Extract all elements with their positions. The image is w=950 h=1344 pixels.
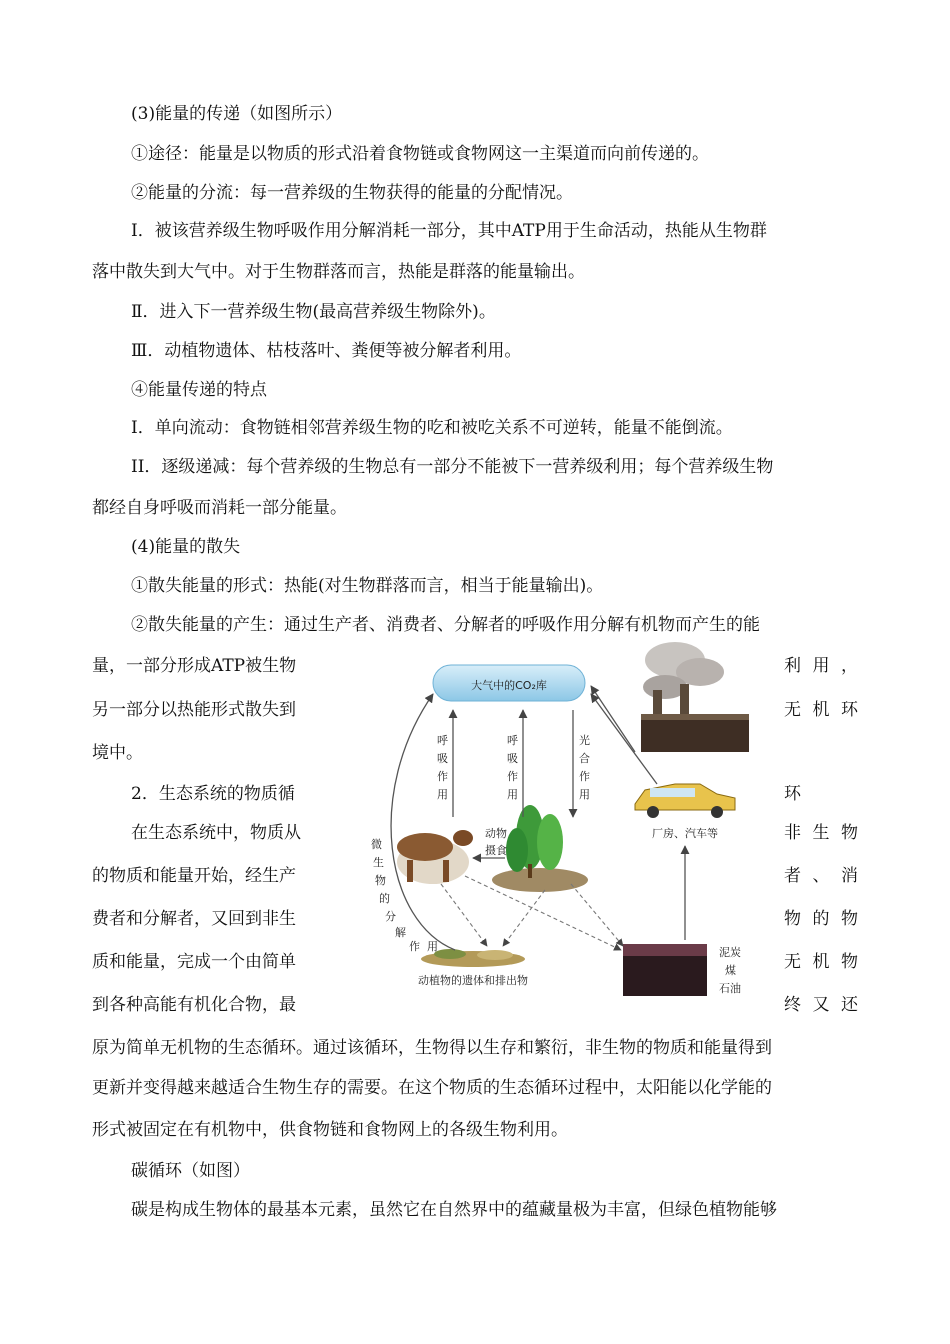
wrap-right-text: 环	[784, 784, 801, 804]
svg-text:动物: 动物	[485, 827, 507, 840]
svg-text:作: 作	[437, 770, 448, 783]
arrow-tree-to-remains	[503, 890, 545, 946]
svg-text:生: 生	[373, 856, 384, 869]
paragraph: 碳是构成生物体的最基本元素，虽然它在自然界中的蕴藏量极为丰富，但绿色植物能够	[131, 1200, 777, 1220]
wrap-left-text: 的物质和能量开始，经生产	[92, 866, 296, 886]
wrap-left-text: 另一部分以热能形式散失到	[92, 700, 296, 720]
wrap-right-text: 非 生 物	[784, 823, 858, 843]
svg-text:吸: 吸	[437, 752, 448, 765]
wrap-left-text: 在生态系统中，物质从	[131, 823, 301, 843]
svg-text:用: 用	[437, 788, 448, 801]
svg-text:分: 分	[385, 910, 396, 923]
wrap-left-text: 费者和分解者，又回到非生	[92, 909, 296, 929]
wrap-right-text: 利 用 ，	[784, 656, 858, 676]
wrap-right-text: 无 机 环	[784, 700, 858, 720]
heading-energy-loss: (4)能量的散失	[131, 537, 241, 557]
svg-text:用: 用	[507, 788, 518, 801]
heading-energy-transfer: (3)能量的传递（如图所示）	[131, 104, 343, 124]
respiration-label-mid	[507, 734, 518, 801]
paragraph: I．被该营养级生物呼吸作用分解消耗一部分，其中ATP用于生命活动，热能从生物群	[131, 221, 767, 241]
svg-text:光: 光	[579, 734, 590, 747]
photosynthesis-label	[579, 733, 590, 801]
svg-text:物: 物	[375, 874, 386, 887]
fossil-label-peat: 泥炭	[719, 946, 741, 959]
heading-material-cycle: 2．生态系统的物质循	[131, 784, 295, 804]
svg-text:呼: 呼	[507, 734, 518, 747]
paragraph: ④能量传递的特点	[131, 380, 267, 400]
respiration-label-left	[437, 734, 448, 801]
paragraph: I．单向流动：食物链相邻营养级生物的吃和被吃关系不可逆转，能量不能倒流。	[131, 418, 733, 438]
paragraph: 原为简单无机物的生态循环。通过该循环，生物得以生存和繁衍，非生物的物质和能量得到	[92, 1038, 772, 1058]
carbon-cycle-diagram	[345, 632, 865, 1012]
arrow-cow-to-remains	[441, 884, 487, 946]
fossil-label-oil: 石油	[719, 982, 741, 995]
svg-text:作: 作	[409, 940, 420, 953]
wrap-left-text: 到各种高能有机化合物，最	[92, 995, 296, 1015]
paragraph: ①途径：能量是以物质的形式沿着食物链或食物网这一主渠道而向前传递的。	[131, 144, 709, 164]
paragraph: ②能量的分流：每一营养级的生物获得的能量的分配情况。	[131, 183, 573, 203]
paragraph: 都经自身呼吸而消耗一部分能量。	[92, 498, 347, 518]
wrap-left-text: 质和能量，完成一个由简单	[92, 952, 296, 972]
co2-pool-label: 大气中的CO₂库	[471, 679, 547, 692]
wrap-left-text: 量，一部分形成ATP被生物	[92, 656, 297, 676]
heading-carbon-cycle: 碳循环（如图）	[131, 1161, 250, 1181]
svg-text:吸: 吸	[507, 752, 518, 765]
wrap-right-text: 无 机 物	[784, 952, 858, 972]
arrow-microbe-decomposition	[391, 694, 455, 950]
arrow-tree-to-fossil	[571, 884, 623, 946]
paragraph: 形式被固定在有机物中，供食物链和食物网上的各级生物利用。	[92, 1120, 568, 1140]
fossil-label-coal: 煤	[725, 964, 736, 977]
paragraph: II．逐级递减：每个营养级的生物总有一部分不能被下一营养级利用；每个营养级生物	[131, 457, 774, 477]
remains-label: 动植物的遗体和排出物	[418, 974, 528, 987]
wrap-right-text: 物 的 物	[784, 909, 858, 929]
svg-text:用: 用	[579, 788, 590, 801]
factory-icon	[641, 642, 749, 752]
cow-icon	[397, 830, 473, 884]
paragraph: ①散失能量的形式：热能(对生物群落而言，相当于能量输出)。	[131, 576, 604, 596]
paragraph: Ⅱ．进入下一营养级生物(最高营养级生物除外)。	[131, 302, 496, 322]
paragraph: ②散失能量的产生：通过生产者、消费者、分解者的呼吸作用分解有机物而产生的能	[131, 615, 760, 635]
wrap-left-text: 境中。	[92, 743, 143, 763]
animal-feeding-label	[485, 826, 507, 857]
svg-text:作: 作	[579, 770, 590, 783]
paragraph: 落中散失到大气中。对于生物群落而言，热能是群落的能量输出。	[92, 262, 585, 282]
car-icon	[635, 784, 735, 818]
svg-text:用: 用	[427, 940, 438, 953]
paragraph: 更新并变得越来越适合生物生存的需要。在这个物质的生态循环过程中，太阳能以化学能的	[92, 1078, 772, 1098]
svg-text:解: 解	[395, 926, 406, 939]
svg-text:摄食: 摄食	[485, 844, 507, 857]
wrap-right-text: 终 又 还	[784, 995, 858, 1015]
svg-text:的: 的	[379, 892, 390, 905]
svg-text:作: 作	[507, 770, 518, 783]
svg-text:呼: 呼	[437, 734, 448, 747]
fossil-fuel-icon	[623, 944, 707, 996]
svg-text:微: 微	[371, 838, 382, 851]
svg-text:合: 合	[579, 752, 590, 765]
arrow-factory-emission	[591, 686, 635, 752]
wrap-right-text: 者 、 消	[784, 866, 858, 886]
factory-car-label: 厂房、汽车等	[652, 827, 718, 840]
paragraph: Ⅲ．动植物遗体、枯枝落叶、粪便等被分解者利用。	[131, 341, 522, 361]
